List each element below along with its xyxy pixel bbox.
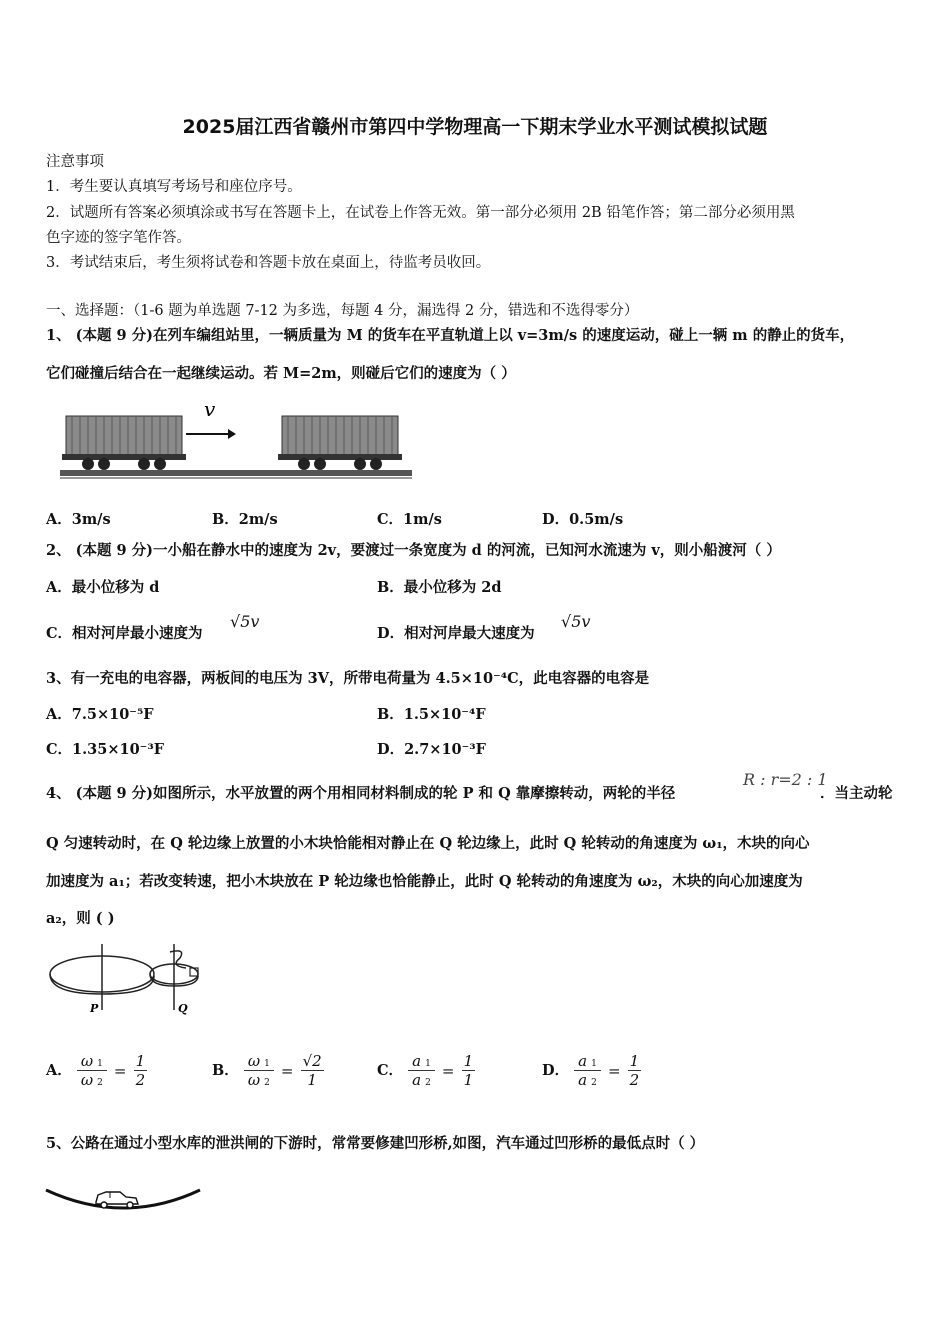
question-1-line: 它们碰撞后结合在一起继续运动。若 M=2m，则碰后它们的速度为（ ） [46, 365, 516, 382]
fraction-left: $\frac{\omega 1}{\omega 2}$ [77, 1052, 107, 1089]
option-d: D．0.5m/s [542, 511, 624, 528]
notice-item: 2．试题所有答案必须填涂或书写在答题卡上，在试卷上作答无效。第一部分必须用 2B 铅笔作答；第二部分必须用黑 [46, 205, 795, 221]
question-2-line: 2、 (本题 9 分)一小船在静水中的速度为 2v，要渡过一条宽度为 d 的河流，已知河水流速为 v，则小船渡河（ ） [46, 542, 781, 559]
fraction-right: $\frac{1}{1}$ [463, 1052, 474, 1089]
option-d: D．相对河岸最大速度为 [377, 625, 535, 642]
radius-ratio: R : r=2 : 1 [743, 770, 828, 789]
fraction-left: $\frac{\omega 1}{\omega 2}$ [244, 1052, 274, 1089]
option-c: C．相对河岸最小速度为 [46, 625, 203, 642]
sqrt-expression: √5v [230, 612, 260, 631]
equals-sign: = [441, 1061, 455, 1080]
option-b: B．2m/s [212, 511, 278, 528]
question-4-line: a₂，则 ( ) [46, 910, 115, 927]
option-letter: C． [377, 1062, 404, 1079]
wheels-figure [46, 938, 206, 1018]
notice-heading: 注意事项 [46, 154, 104, 170]
train-cars-figure [58, 394, 414, 484]
option-c [377, 1052, 475, 1089]
option-a: A．最小位移为 d [46, 579, 160, 596]
sqrt-expression: √5v [561, 612, 591, 631]
option-a: A．7.5×10⁻⁵F [46, 706, 154, 723]
notice-item: 1．考生要认真填写考场号和座位序号。 [46, 179, 302, 195]
question-1-line: 1、 (本题 9 分)在列车编组站里，一辆质量为 M 的货车在平直轨道上以 v=3m/s 的速度运动，碰上一辆 m 的静止的货车， [46, 327, 855, 344]
question-4-line: Q 匀速转动时，在 Q 轮边缘上放置的小木块恰能相对静止在 Q 轮边缘上，此时 Q 轮转动的角速度为 ω₁，木块的向心 [46, 835, 810, 852]
question-3-line: 3、有一充电的电容器，两板间的电压为 3V，所带电荷量为 4.5×10⁻⁴C，此电容器的电容是 [46, 670, 650, 687]
fraction-left: $\frac{a 1}{a 2}$ [408, 1052, 435, 1089]
option-b: B．最小位移为 2d [377, 579, 502, 596]
option-a [46, 1052, 147, 1089]
fraction-left: $\frac{a 1}{a 2}$ [574, 1052, 601, 1089]
question-4-line: 加速度为 a₁；若改变转速，把小木块放在 P 轮边缘也恰能静止，此时 Q 轮转动的角速度为 ω₂，木块的向心加速度为 [46, 873, 803, 890]
option-letter: D． [542, 1062, 570, 1079]
option-b [212, 1052, 324, 1089]
velocity-label: v [204, 397, 216, 421]
question-5-line: 5、公路在通过小型水库的泄洪闸的下游时，常常要修建凹形桥,如图，汽车通过凹形桥的最低点时（ ） [46, 1135, 705, 1152]
equals-sign: = [607, 1061, 621, 1080]
fraction-right: $\frac{1}{2}$ [135, 1052, 146, 1089]
option-letter: B． [212, 1062, 239, 1079]
option-b: B．1.5×10⁻⁴F [377, 706, 486, 723]
notice-item: 色字迹的签字笔作答。 [46, 230, 191, 246]
page-title: 2025届江西省赣州市第四中学物理高一下期末学业水平测试模拟试题 [182, 116, 768, 138]
notice-item: 3．考试结束后，考生须将试卷和答题卡放在桌面上，待监考员收回。 [46, 255, 491, 271]
equals-sign: = [113, 1061, 127, 1080]
option-c: C．1.35×10⁻³F [46, 741, 164, 758]
option-c: C．1m/s [377, 511, 442, 528]
wheel-p-label: P [90, 1002, 99, 1015]
wheel-q-label: Q [178, 1002, 188, 1015]
fraction-right: $\frac{√2}{1}$ [302, 1052, 322, 1089]
option-d [542, 1052, 641, 1089]
option-letter: A． [46, 1062, 72, 1079]
question-4-line: ．当主动轮 [820, 785, 893, 802]
equals-sign: = [280, 1061, 294, 1080]
option-d: D．2.7×10⁻³F [377, 741, 486, 758]
fraction-right: $\frac{1}{2}$ [629, 1052, 640, 1089]
option-a: A．3m/s [46, 511, 111, 528]
section-heading: 一、选择题：（1-6 题为单选题 7-12 为多选，每题 4 分，漏选得 2 分，错选和不选得零分） [46, 303, 639, 319]
question-4-line: 4、 (本题 9 分)如图所示，水平放置的两个用相同材料制成的轮 P 和 Q 靠摩擦转动，两轮的半径 [46, 785, 676, 802]
concave-bridge-figure [44, 1180, 204, 1216]
